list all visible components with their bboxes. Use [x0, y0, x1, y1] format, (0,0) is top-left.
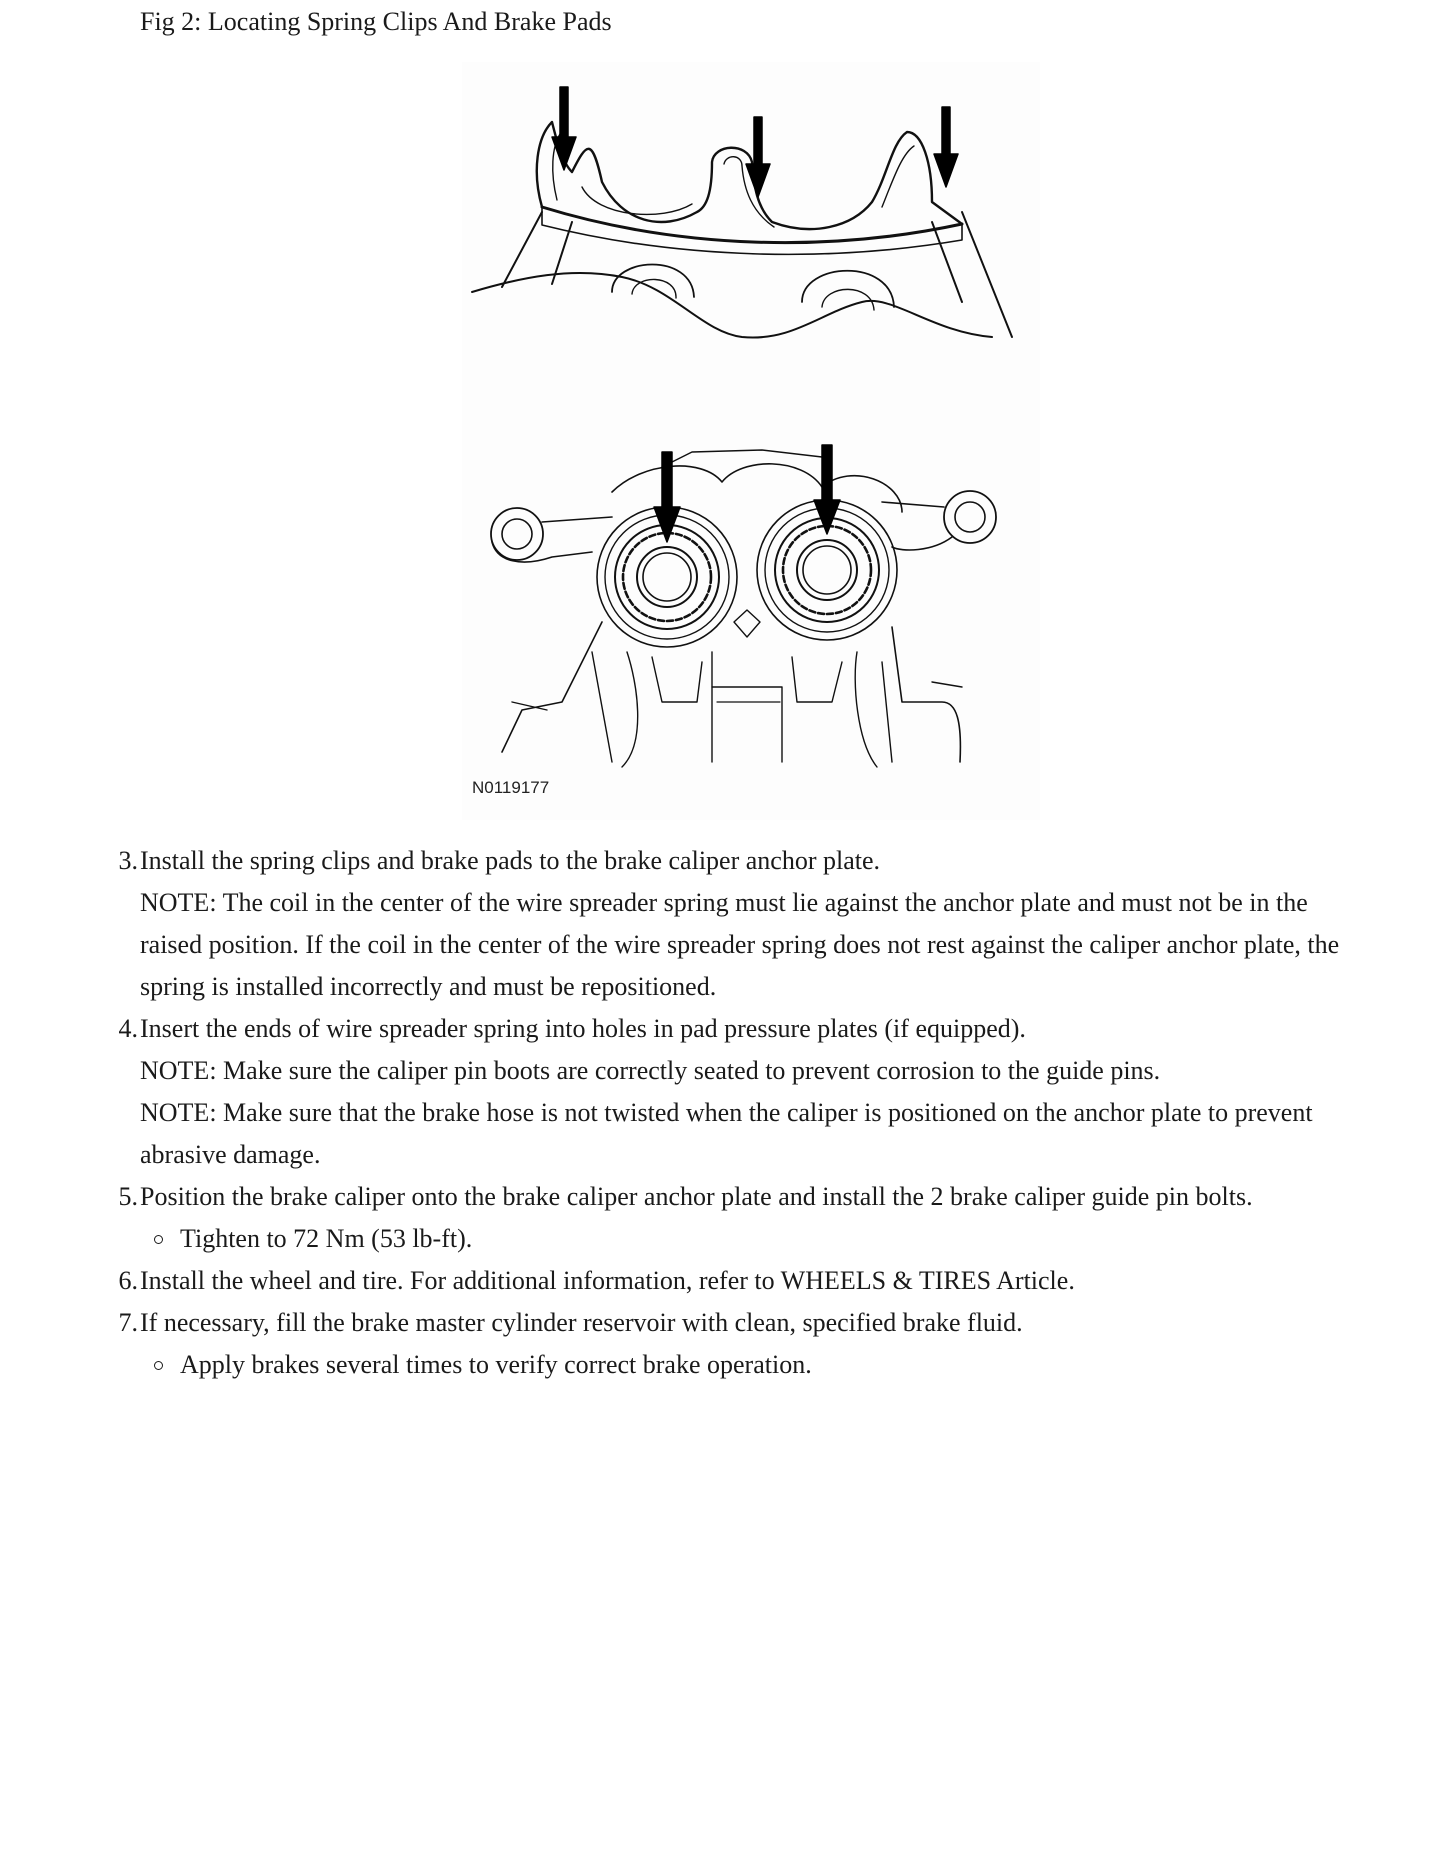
figure-id-label: N0119177: [472, 778, 550, 797]
procedure-steps: [118, 840, 1360, 1386]
subitem-text: Apply brakes several times to verify correct brake operation.: [180, 1350, 812, 1379]
step-text: Insert the ends of wire spreader spring into holes in pad pressure plates (if equipped).: [140, 1014, 1026, 1043]
step-text: Position the brake caliper onto the brake caliper anchor plate and install the 2 brake caliper guide pin bolts.: [140, 1182, 1253, 1211]
subitem: [180, 1218, 1360, 1260]
step-number: 5.: [118, 1182, 138, 1211]
step-note: NOTE: Make sure that the brake hose is not twisted when the caliper is positioned on the anchor plate to prevent abrasive damage.: [140, 1098, 1313, 1169]
step-text: If necessary, fill the brake master cylinder reservoir with clean, specified brake fluid.: [140, 1308, 1023, 1337]
step-5: [118, 1176, 1360, 1260]
caliper-view: [491, 445, 996, 767]
subitem: [180, 1344, 1360, 1386]
circle-bullet-icon: [154, 1235, 163, 1244]
step-6: [118, 1260, 1360, 1302]
figure-illustration: [462, 62, 1040, 820]
step-note: NOTE: Make sure the caliper pin boots are correctly seated to prevent corrosion to the guide pins.: [140, 1056, 1161, 1085]
spring-clip-view: [472, 87, 1012, 338]
step-number: 4.: [118, 1014, 138, 1043]
step-7: [118, 1302, 1360, 1386]
brake-assembly-drawing: [462, 62, 1040, 820]
step-subitems: [140, 1344, 1360, 1386]
step-subitems: [140, 1218, 1360, 1260]
subitem-text: Tighten to 72 Nm (53 lb-ft).: [180, 1224, 473, 1253]
step-number: 7.: [118, 1308, 138, 1337]
step-3: [118, 840, 1360, 1008]
step-4: [118, 1008, 1360, 1176]
step-note: NOTE: The coil in the center of the wire spreader spring must lie against the anchor plate and must not be in the raised position. If the coil in the center of the wire spreader spring does not rest against the caliper anchor plate, the spring is installed incorrectly and must be repositioned.: [140, 888, 1340, 1001]
step-number: 6.: [118, 1266, 138, 1295]
step-text: Install the spring clips and brake pads to the brake caliper anchor plate.: [140, 846, 881, 875]
step-number: 3.: [118, 846, 138, 875]
step-text: Install the wheel and tire. For additional information, refer to WHEELS & TIRES Article.: [140, 1266, 1075, 1295]
figure-caption: Fig 2: Locating Spring Clips And Brake Pads: [140, 7, 612, 36]
circle-bullet-icon: [154, 1361, 163, 1370]
